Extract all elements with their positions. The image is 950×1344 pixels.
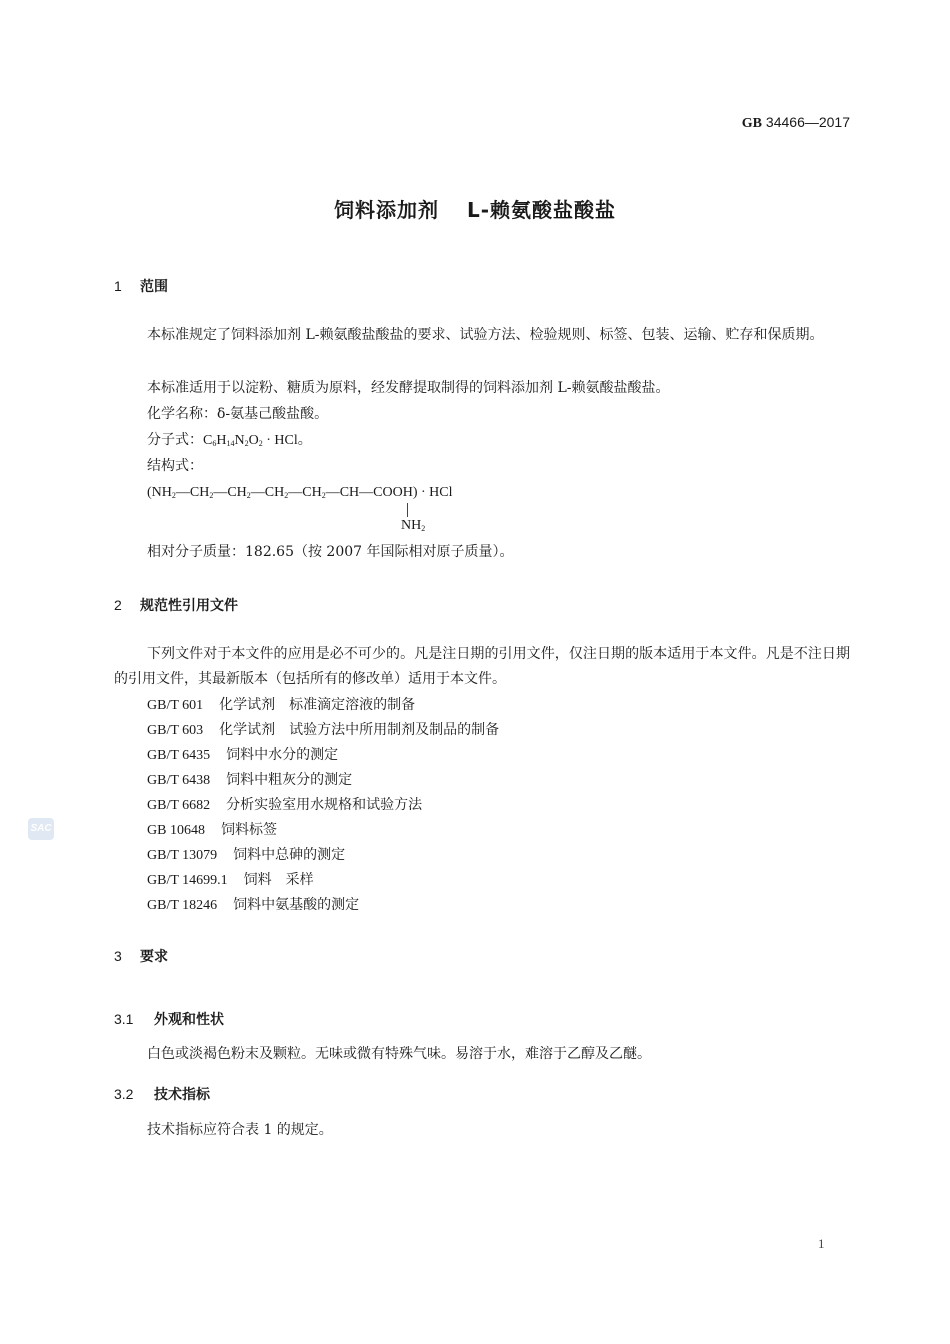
standard-code: 34466—2017 (765, 114, 850, 130)
section-1-heading: 1 范围 (114, 278, 168, 295)
molar-mass: 相对分子质量：182.65（按 2007 年国际相对原子质量）。 (147, 544, 514, 560)
title-part2: L-赖氨酸盐酸盐 (466, 198, 617, 222)
reference-item: GB/T 18246 饲料中氨基酸的测定 (147, 897, 360, 913)
reference-item: GB/T 603 化学试剂 试验方法中所用制剂及制品的制备 (147, 722, 500, 738)
standard-number (742, 114, 850, 132)
structure-side-chain: $NH_2$ (401, 518, 426, 533)
reference-item: GB/T 6435 饲料中水分的测定 (147, 747, 339, 763)
section-3-1-heading: 3.1 外观和性状 (114, 1011, 224, 1028)
document-title (0, 194, 950, 223)
reference-item: GB 10648 饲料标签 (147, 822, 277, 838)
page-number: 1 (818, 1236, 825, 1251)
appearance-text: 白色或淡褐色粉末及颗粒。无味或微有特殊气味。易溶于水，难溶于乙醇及乙醚。 (147, 1046, 651, 1062)
reference-item: GB/T 6438 饲料中粗灰分的测定 (147, 772, 353, 788)
structure-label: 结构式： (147, 458, 203, 474)
section-2-heading: 2 规范性引用文件 (114, 597, 238, 614)
standard-prefix: GB (741, 116, 762, 131)
structural-formula: $(NH_2—CH_2—CH_2—CH_2—CH_2—CH—COOH)$ · HCl (147, 485, 453, 500)
section-3-2-heading: 3.2 技术指标 (114, 1086, 210, 1103)
title-part1: 饲料添加剂 (333, 198, 439, 222)
technical-indicators-text: 技术指标应符合表 1 的规定。 (147, 1122, 333, 1138)
molecular-formula: 分子式：$C_6H_{14}N_2O_2$ · HCl。 (147, 432, 312, 448)
section-3-heading: 3 要求 (114, 948, 168, 965)
scope-paragraph-1: 本标准规定了饲料添加剂 L-赖氨酸盐酸盐的要求、试验方法、检验规则、标签、包装、运输、贮存和保质期。 (147, 327, 824, 343)
sac-watermark-logo: SAC (28, 818, 54, 840)
reference-item: GB/T 13079 饲料中总砷的测定 (147, 847, 346, 863)
reference-item: GB/T 14699.1 饲料 采样 (147, 872, 314, 888)
references-intro: 下列文件对于本文件的应用是必不可少的。凡是注日期的引用文件，仅注日期的版本适用于本文件。凡是不注日期的引用文件，其最新版本（包括所有的修改单）适用于本文件。 (114, 646, 850, 687)
reference-item: GB/T 6682 分析实验室用水规格和试验方法 (147, 797, 423, 813)
structure-bond-line (407, 503, 408, 517)
reference-item: GB/T 601 化学试剂 标准滴定溶液的制备 (147, 697, 416, 713)
scope-paragraph-2: 本标准适用于以淀粉、糖质为原料，经发酵提取制得的饲料添加剂 L-赖氨酸盐酸盐。 (147, 380, 670, 396)
chemical-name: 化学名称：δ-氨基己酸盐酸。 (147, 406, 329, 422)
